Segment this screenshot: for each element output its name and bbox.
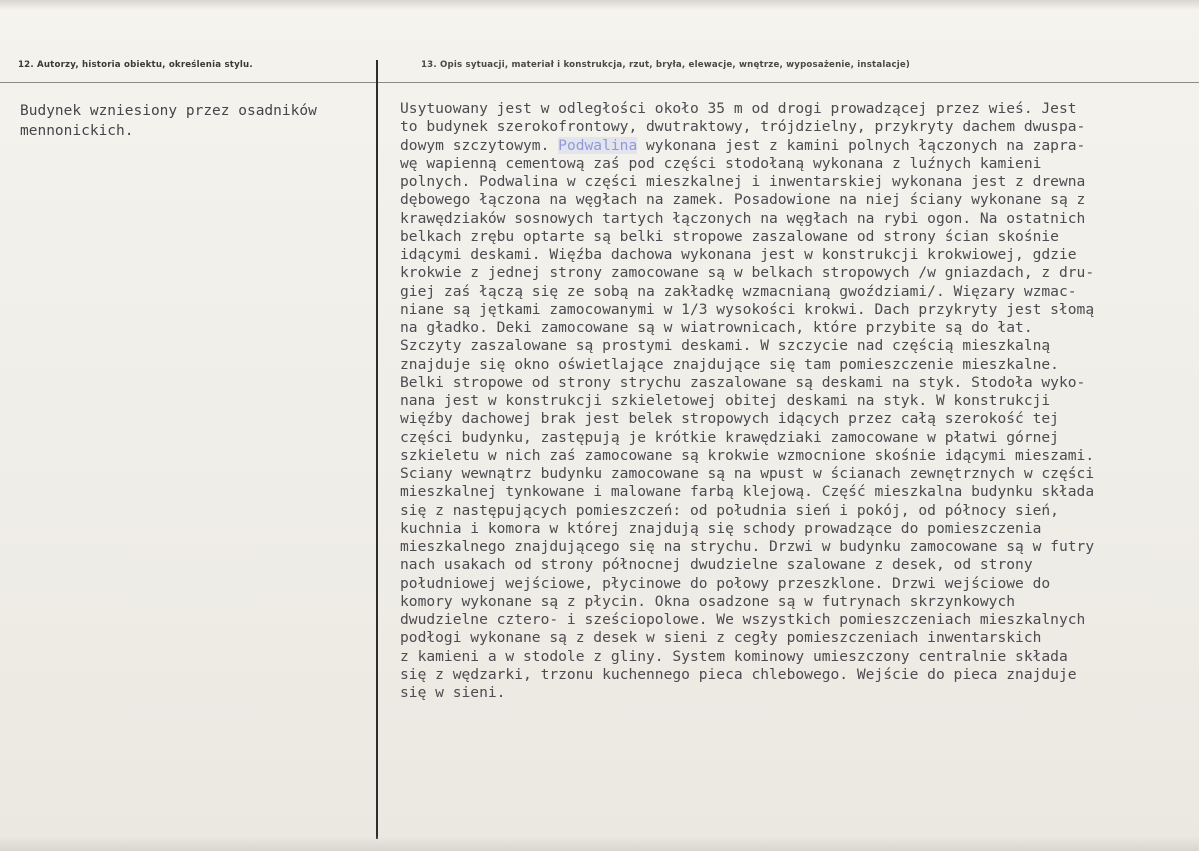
description-line-26: nach usakach od strony północnej dwudzielne szalowane z desek, od strony: [400, 556, 1033, 574]
description-line-30: podłogi wykonane są z desek w sieni z cegły pomieszczeniach inwentarskich: [400, 629, 1042, 647]
description-line-10: krokwie z jednej strony zamocowane są w belkach stropowych /w gniazdach, z dru-: [400, 264, 1095, 282]
description-line-24: kuchnia i komora w której znajdują się schody prowadzące do pomieszczenia: [400, 519, 1042, 537]
description-line-3: dowym szczytowym.: [400, 136, 559, 154]
description-line-15: znajduje się okno oświetlające znajdujące się tam pomieszczenie mieszkalne.: [400, 355, 1059, 373]
description-line-22: mieszkalnej tynkowane i malowane farbą klejową. Część mieszkalna budynku składa: [400, 483, 1095, 501]
description-line-17: nana jest w konstrukcji szkieletowej obitej deskami na styk. W konstrukcji: [400, 392, 1051, 409]
description-line-13: na gładko. Deki zamocowane są w wiatrownicach, które przybite są do łat.: [400, 319, 1033, 336]
description-line-3-end: wykonana jest z kamini polnych łączonych na zapra-: [637, 136, 1086, 154]
highlighted-word: Podwalina: [558, 136, 638, 154]
description-line-27: południowej wejściowe, płycinowe do połowy przeszklone. Drzwi wejściowe do: [400, 574, 1051, 592]
description-line-1: Usytuowany jest w odległości około 35 m od drogi prowadzącej przez wieś. Jest: [400, 100, 1077, 117]
description-line-29: dwudzielne cztero- i sześciopolowe. We wszystkich pomieszczeniach mieszkalnych: [400, 611, 1086, 628]
description-text: [400, 100, 1199, 702]
description-line-20: szkieletu w nich zaś zamocowane są krokwie wzmocnione skośnie idącymi mieszami.: [400, 446, 1095, 464]
page-bottom-edge: [0, 836, 1199, 851]
authors-history-text: Budynek wzniesiony przez osadników mennonickich.: [20, 103, 317, 139]
description-line-28: komory wykonane są z płycin. Okna osadzone są w futrynach skrzynkowych: [400, 592, 1016, 610]
description-line-32: się z wędzarki, trzonu kuchennego pieca chlebowego. Wejście do pieca znajduje: [400, 665, 1077, 683]
description-line-33: się w sieni.: [400, 684, 506, 701]
description-line-5: polnych. Podwalina w części mieszkalnej i inwentarskiej wykonana jest z drewna: [400, 173, 1086, 190]
description-line-12: niane są jętkami zamocowanymi w 1/3 wysokości krokwi. Dach przykryty jest słomą: [400, 300, 1095, 318]
description-line-19: części budynku, zastępują je krótkie krawędziaki zamocowane w płatwi górnej: [400, 428, 1059, 446]
description-line-8: belkach zrębu optarte są belki stropowe zaszalowane od strony ścian skośnie: [400, 227, 1059, 245]
description-line-11: giej zaś łączą się ze sobą na zakładkę wzmacnianą gwoździami/. Więzary wzmac-: [400, 282, 1077, 300]
right-header-rule: [378, 82, 1199, 83]
description-line-2: to budynek szerokofrontowy, dwutraktowy, trójdzielny, przykryty dachem dwuspa-: [400, 118, 1086, 136]
page-top-edge: [0, 0, 1199, 10]
section-13-heading: 13. Opis sytuacji, materiał i konstrukcja, rzut, bryła, elewacje, wnętrze, wyposażenie, instalacje): [421, 60, 911, 70]
description-line-9: idącymi deskami. Więźba dachowa wykonana jest w konstrukcji krokwiowej, gdzie: [400, 246, 1077, 263]
column-divider: [376, 60, 378, 839]
description-line-4: wę wapienną cementową zaś pod części stodołaną wykonana z luźnych kamieni: [400, 154, 1042, 172]
description-line-6: dębowego łączona na węgłach na zamek. Posadowione na niej ściany wykonane są z: [400, 191, 1086, 209]
description-line-16: Belki stropowe od strony strychu zaszalowane są deskami na styk. Stodoła wyko-: [400, 373, 1086, 391]
description-line-18: więźby dachowej brak jest belek stropowych idących przez całą szerokość tej: [400, 410, 1059, 428]
description-line-7: krawędziaków sosnowych tartych łączonych na węgłach na rybi ogon. Na ostatnich: [400, 209, 1086, 227]
section-12-heading: 12. Autorzy, historia obiektu, określenia stylu.: [18, 60, 253, 70]
description-line-23: się z następujących pomieszczeń: od południa sień i pokój, od północy sień,: [400, 501, 1059, 519]
description-line-14: Szczyty zaszalowane są prostymi deskami. W szczycie nad częścią mieszkalną: [400, 337, 1051, 355]
description-line-31: z kamieni a w stodole z gliny. System kominowy umieszczony centralnie składa: [400, 647, 1068, 665]
left-header-rule: [0, 82, 376, 83]
description-line-21: Sciany wewnątrz budynku zamocowane są na wpust w ścianach zewnętrznych w części: [400, 465, 1095, 482]
description-line-25: mieszkalnego znajdującego się na strychu. Drzwi w budynku zamocowane są w futry: [400, 538, 1095, 555]
